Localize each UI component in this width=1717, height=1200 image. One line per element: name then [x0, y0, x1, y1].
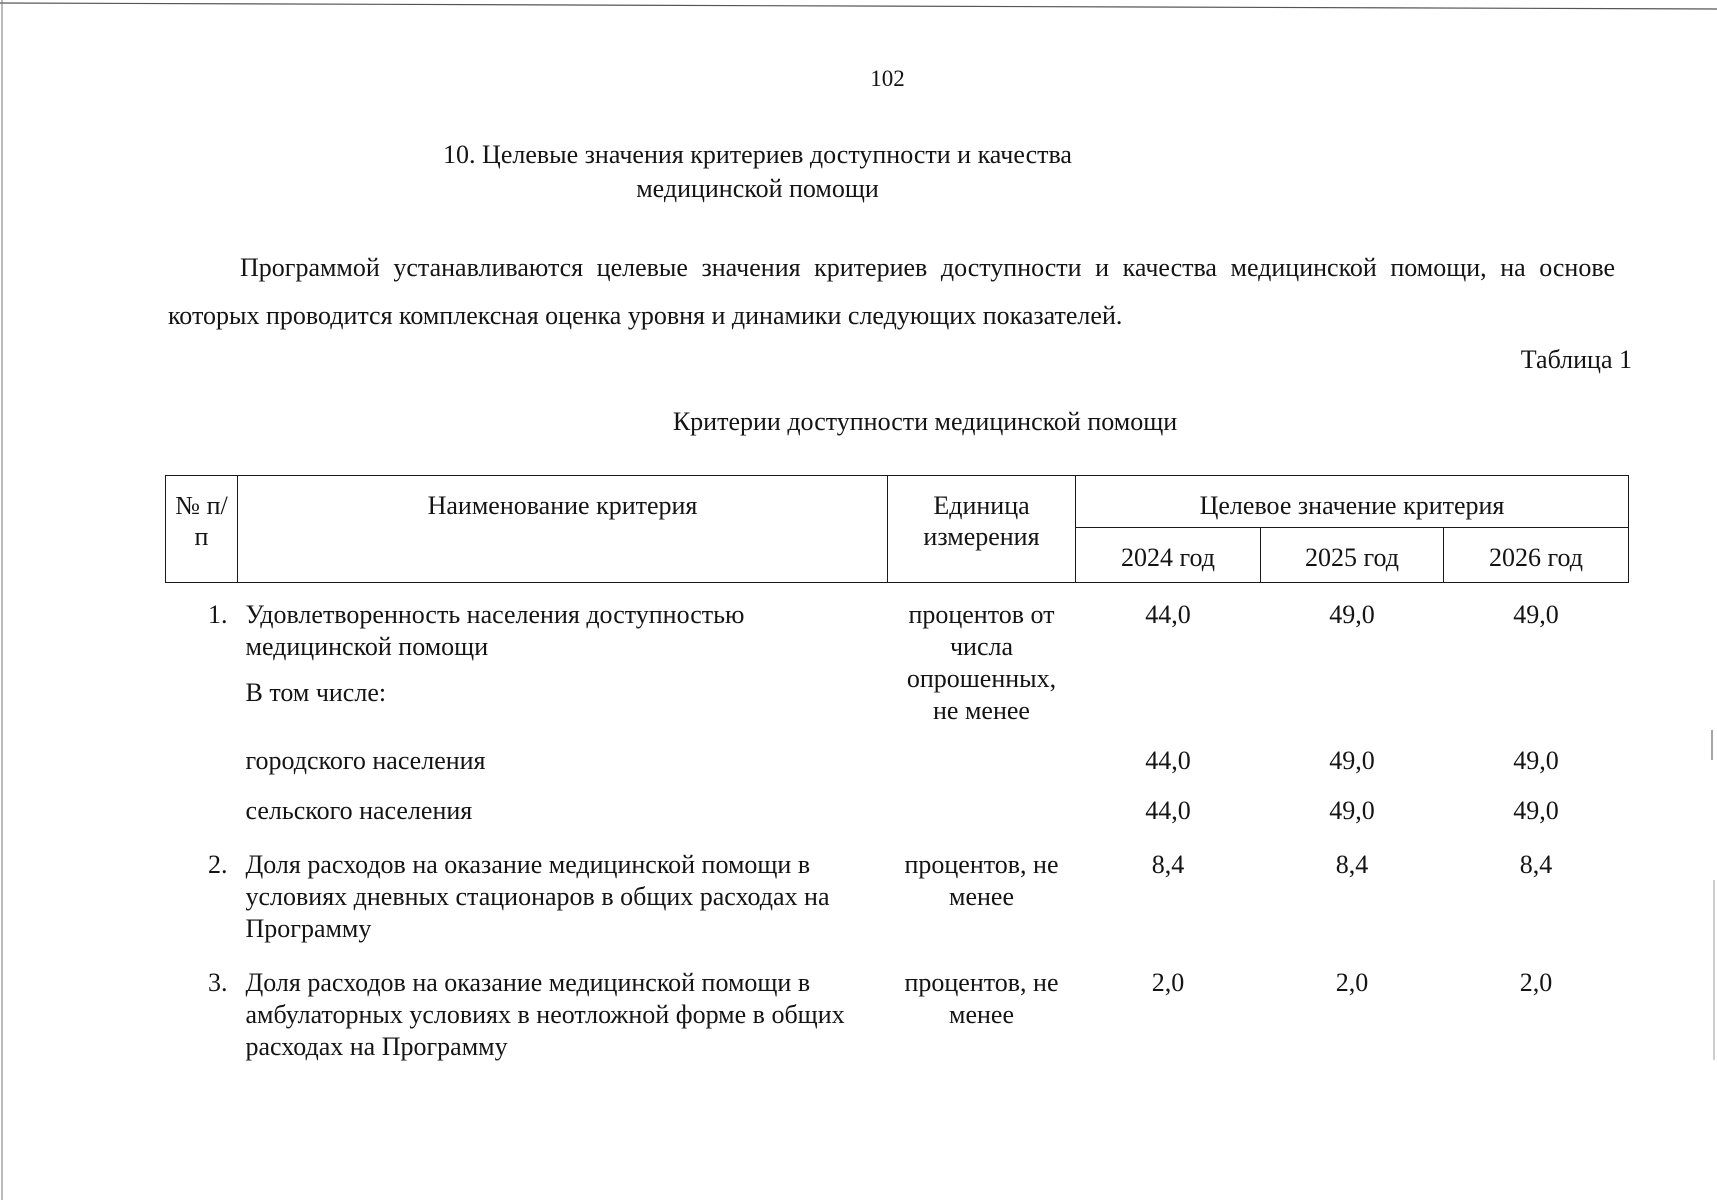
row-value-2026: 49,0	[1513, 796, 1559, 825]
row-value-2025: 2,0	[1335, 968, 1369, 997]
row-value-2026: 8,4	[1519, 850, 1553, 879]
row-name: городского населения	[245, 746, 486, 775]
row-num: 2.	[208, 850, 228, 879]
row-value-2025: 49,0	[1329, 796, 1375, 825]
row-value-2026: 2,0	[1519, 968, 1553, 997]
row-num	[166, 777, 238, 827]
table-row	[166, 945, 1629, 1063]
page-number: 102	[870, 66, 905, 91]
row-num: 1.	[208, 600, 228, 629]
table-row	[166, 727, 1629, 777]
header-unit-label: Единица измерения	[923, 491, 1040, 551]
header-year-2025: 2025 год	[1261, 528, 1444, 583]
row-name	[238, 583, 888, 728]
table-header-row	[166, 476, 1629, 528]
table-row	[166, 583, 1629, 728]
section-title-line2: медицинской помощи	[636, 174, 879, 203]
header-num-label: № п/п	[175, 491, 228, 551]
criteria-table	[165, 475, 1629, 1063]
header-year-2026: 2026 год	[1444, 528, 1629, 583]
table-row	[166, 827, 1629, 945]
row-unit	[888, 777, 1076, 827]
row-value-2024: 44,0	[1145, 746, 1191, 775]
row-value-2024: 44,0	[1145, 600, 1191, 629]
row-unit: процентов, не менее	[904, 850, 1059, 911]
row-unit	[888, 727, 1076, 777]
row-name: Доля расходов на оказание медицинской помощи в условиях дневных стационаров в общих расходах на Программу	[245, 850, 830, 943]
header-year-2024: 2024 год	[1076, 528, 1261, 583]
row-value-2025: 49,0	[1329, 600, 1375, 629]
row-value-2025: 49,0	[1329, 746, 1375, 775]
section-title-line1: 10. Целевые значения критериев доступности и качества	[443, 140, 1072, 169]
row-value-2024: 2,0	[1151, 968, 1185, 997]
section-title	[0, 138, 1515, 206]
header-target-label: Целевое значение критерия	[1199, 491, 1505, 520]
header-name-label: Наименование критерия	[427, 491, 698, 520]
row-unit: процентов от числа опрошенных, не менее	[906, 600, 1057, 725]
row-num	[166, 727, 238, 777]
row-value-2026: 49,0	[1513, 746, 1559, 775]
row-value-2024: 44,0	[1145, 796, 1191, 825]
row-name: Доля расходов на оказание медицинской помощи в амбулаторных условиях в неотложной форме в общих расходах на Программу	[245, 968, 845, 1061]
row-num: 3.	[208, 968, 228, 997]
row-value-2024: 8,4	[1151, 850, 1185, 879]
table-caption: Критерии доступности медицинской помощи	[672, 407, 1178, 436]
row-value-2026: 49,0	[1513, 600, 1559, 629]
row-name: сельского населения	[245, 796, 473, 825]
row-unit: процентов, не менее	[904, 968, 1059, 1029]
row-name-text: Удовлетворенность населения доступностью медицинской помощи	[245, 600, 745, 661]
header-name	[238, 476, 888, 583]
header-target	[1076, 476, 1629, 528]
header-unit	[888, 476, 1076, 583]
table-label: Таблица 1	[1520, 345, 1632, 374]
intro-paragraph: Программой устанавливаются целевые значения критериев доступности и качества медицинской помощи, на основе которых проводится комплексная оценка уровня и динамики следующих показателей.	[168, 253, 1615, 330]
table-row	[166, 777, 1629, 827]
row-value-2025: 8,4	[1335, 850, 1369, 879]
row-sub-label: В том числе:	[245, 678, 387, 707]
header-num	[166, 476, 238, 583]
